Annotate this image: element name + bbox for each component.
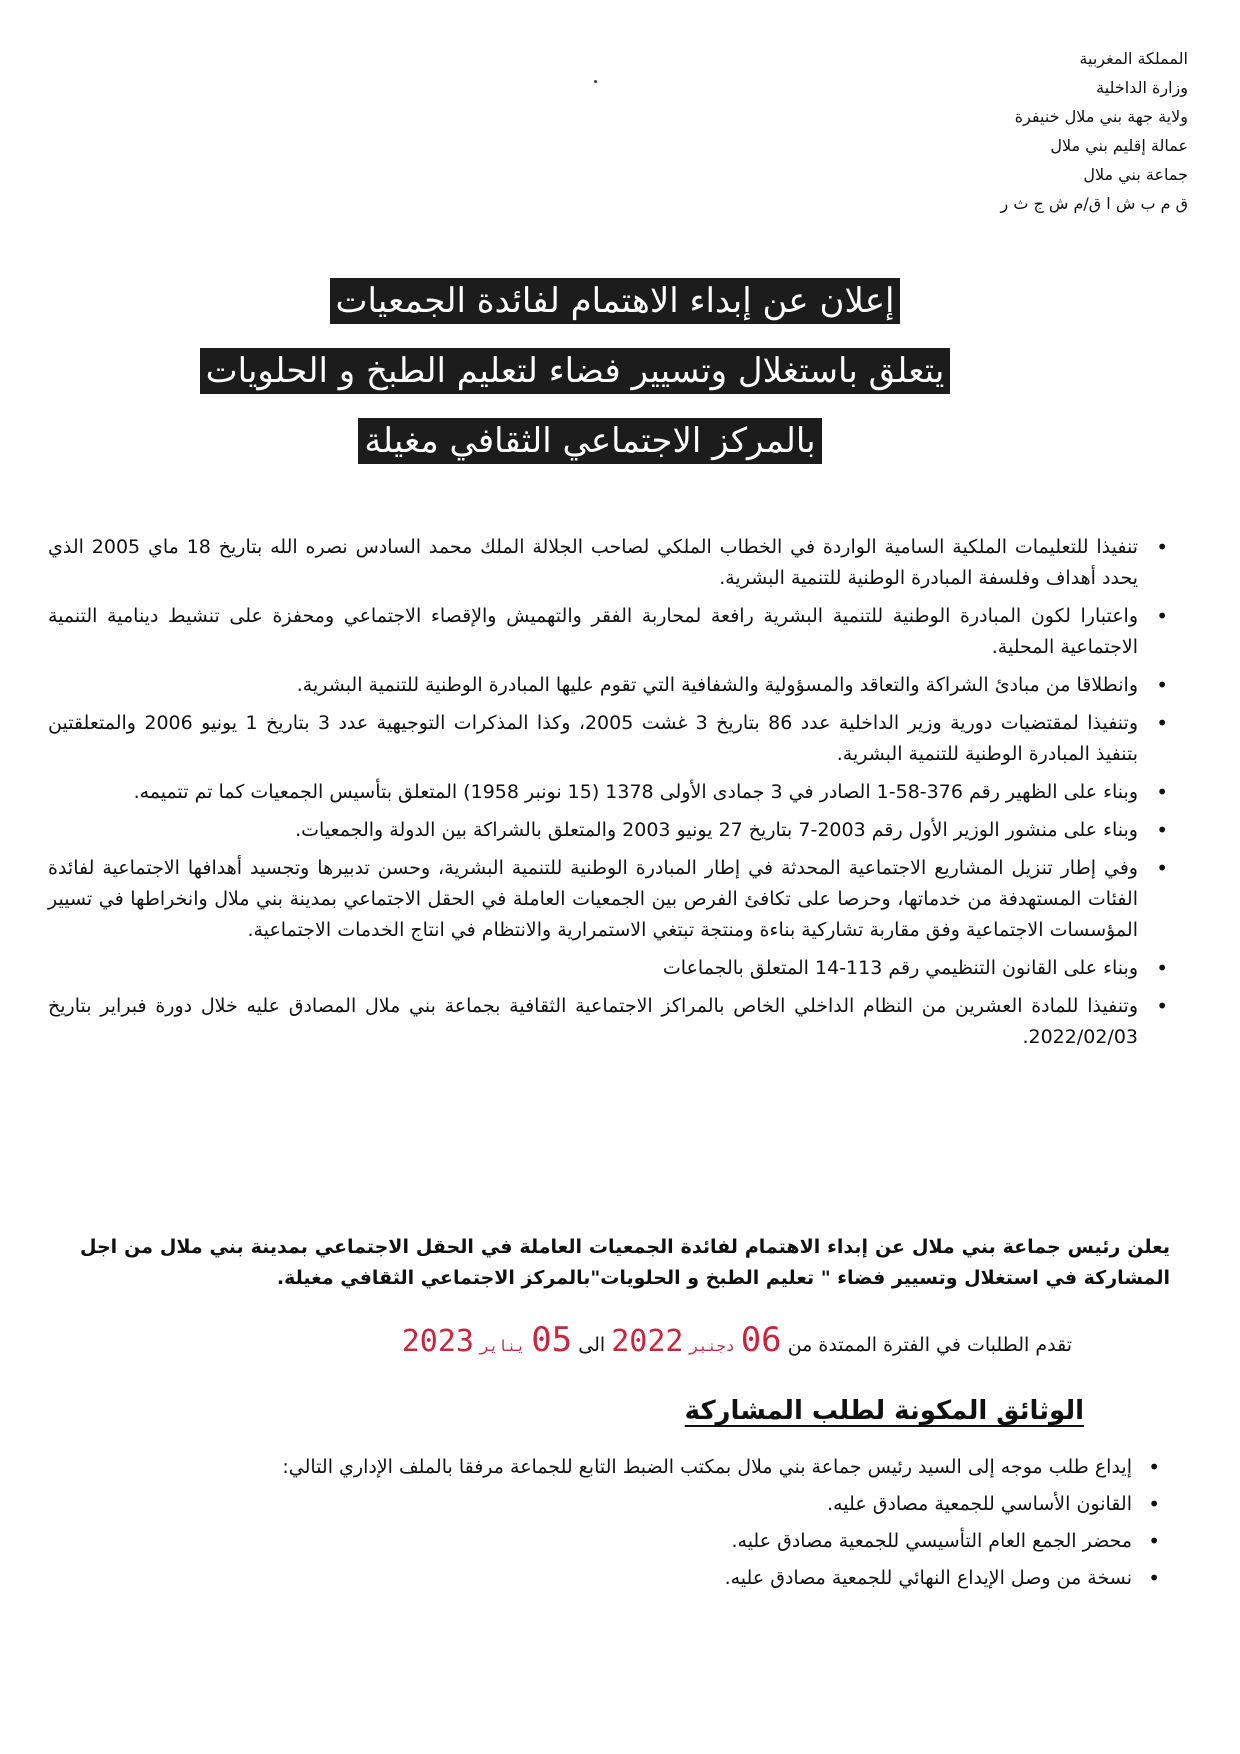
scan-dot [594, 80, 597, 83]
list-item: • وتنفيذا للمادة العشرين من النظام الداخلي الخاص بالمراكز الاجتماعية الثقافية بجماعة بني ملال المصادق عليه خلال دورة فبراير بتاريخ 2022/02/03. [48, 991, 1138, 1053]
list-item: • وانطلاقا من مبادئ الشراكة والتعاقد والمسؤولية والشفافية التي تقوم عليها المبادرة الوطنية للتنمية البشرية. [48, 670, 1138, 701]
documents-list [52, 1452, 1160, 1600]
to-day: 05 [531, 1320, 573, 1360]
header-line-wilaya: ولاية جهة بني ملال خنيفرة [1014, 107, 1188, 126]
list-item: • وبناء على القانون التنظيمي رقم 113-14 المتعلق بالجماعات [48, 953, 1138, 984]
from-month: دجنبر [689, 1337, 735, 1355]
title-line-1: إعلان عن إبداء الاهتمام لفائدة الجمعيات [330, 278, 901, 324]
list-item: • واعتبارا لكون المبادرة الوطنية للتنمية البشرية رافعة لمحاربة الفقر والتهميش والإقصاء الاجتماعي ومحفزة على تنشيط دينامية التنمية الاجتماعية المحلية. [48, 601, 1138, 663]
application-period [172, 1320, 1072, 1366]
list-item: • نسخة من وصل الإيداع النهائي للجمعية مصادق عليه. [52, 1563, 1132, 1594]
header-line-kingdom: المملكة المغربية [1079, 49, 1188, 68]
to-month: يناير [480, 1337, 526, 1355]
header-line-ministry: وزارة الداخلية [1096, 78, 1188, 97]
from-year: 2022 [611, 1324, 684, 1359]
from-day: 06 [740, 1320, 782, 1360]
list-item: • تنفيذا للتعليمات الملكية السامية الواردة في الخطاب الملكي لصاحب الجلالة الملك محمد السادس نصره الله بتاريخ 18 ماي 2005 الذي يحدد أهداف وفلسفة المبادرة الوطنية للتنمية البشرية. [48, 532, 1138, 594]
period-prefix: تقدم الطلبات في الفترة الممتدة من [787, 1334, 1072, 1356]
list-item: • محضر الجمع العام التأسيسي للجمعية مصادق عليه. [52, 1526, 1132, 1557]
header-line-commune: جماعة بني ملال [1083, 165, 1188, 184]
list-item: • وتنفيذا لمقتضيات دورية وزير الداخلية عدد 86 بتاريخ 3 غشت 2005، وكذا المذكرات التوجيهية عدد 3 بتاريخ 1 يونيو 2006 والمتعلقتين بتنفيذ المبادرة الوطنية للتنمية البشرية. [48, 708, 1138, 770]
announcement-paragraph: يعلن رئيس جماعة بني ملال عن إبداء الاهتمام لفائدة الجمعيات العاملة في الحقل الاجتماعي بمدينة بني ملال من اجل المشاركة في استغلال وتسيير فضاء " تعليم الطبخ و الحلويات"بالمركز الاجتماعي الثقافي مغيلة. [80, 1236, 1170, 1289]
title-line-3: بالمركز الاجتماعي الثقافي مغيلة [358, 418, 821, 464]
issuer-header [768, 44, 1188, 218]
list-item: • إيداع طلب موجه إلى السيد رئيس جماعة بني ملال بمكتب الضبط التابع للجماعة مرفقا بالملف الإداري التالي: [52, 1452, 1132, 1483]
list-item: • وفي إطار تنزيل المشاريع الاجتماعية المحدثة في إطار المبادرة الوطنية للتنمية البشرية، وحسن تدبيرها وتجسيد أهدافها الاجتماعية لفائدة الفئات المستهدفة من خدماتها، وحرصا على تكافئ الفرص بين الجمعيات العاملة في الحقل الاجتماعي بمدينة بني ملال وانخراطها في تسيير المؤسسات الاجتماعية وفق مقاربة تشاركية بناءة ومنتجة تبتغي الاستمرارية والانتظام في انتاج الخدمات الاجتماعية. [48, 853, 1138, 946]
to-year: 2023 [401, 1324, 474, 1359]
header-line-reference: ق م ب ش ا ق/م ش ج ث ر [1000, 194, 1188, 213]
list-item: • وبناء على منشور الوزير الأول رقم 2003-7 بتاريخ 27 يونيو 2003 والمتعلق بالشراكة بين الدولة والجمعيات. [48, 815, 1138, 846]
header-line-province: عمالة إقليم بني ملال [1050, 136, 1188, 155]
list-item: • القانون الأساسي للجمعية مصادق عليه. [52, 1489, 1132, 1520]
documents-heading: الوثائق المكونة لطلب المشاركة [684, 1396, 1084, 1426]
title-line-2: يتعلق باستغلال وتسيير فضاء لتعليم الطبخ و الحلويات [200, 348, 951, 394]
announcement-title [0, 278, 1240, 488]
legal-basis-list [48, 532, 1168, 1060]
list-item: • وبناء على الظهير رقم 376-58-1 الصادر في 3 جمادى الأولى 1378 (15 نونبر 1958) المتعلق بتأسيس الجمعيات كما تم تتميمه. [48, 777, 1138, 808]
period-to: الى [578, 1334, 606, 1356]
